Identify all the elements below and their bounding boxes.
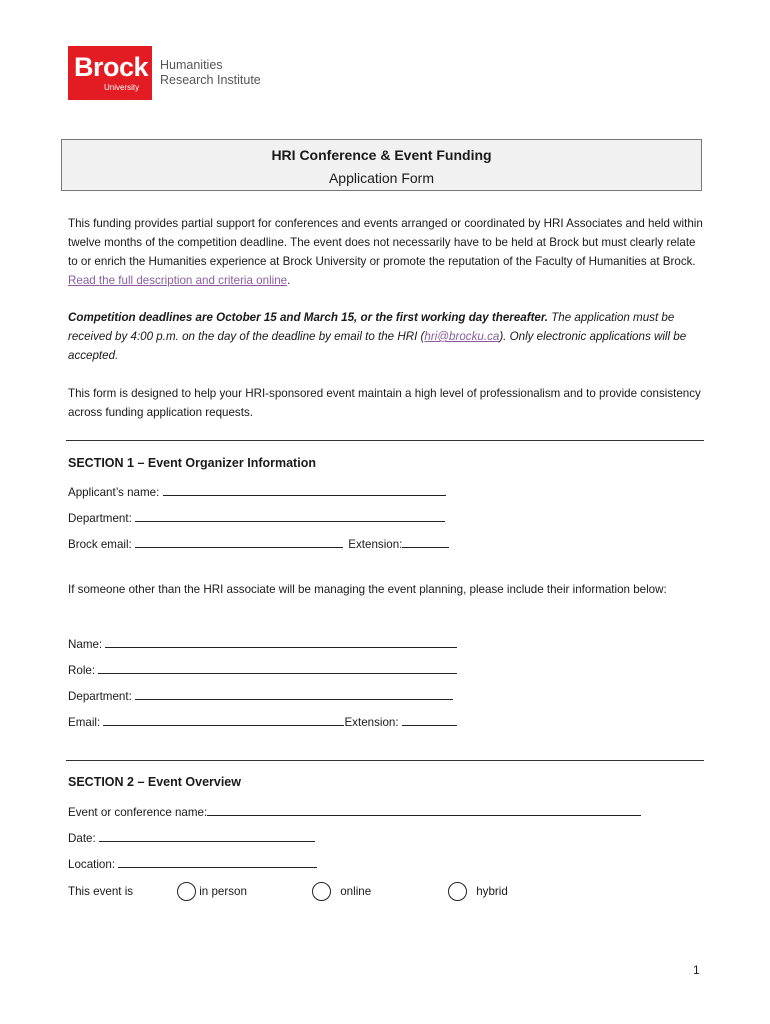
intro-paragraph (68, 214, 708, 290)
section-1-title: SECTION 1 – Event Organizer Information (68, 456, 316, 470)
other-name-field[interactable] (105, 636, 457, 648)
deadline-text-b: ). Only electronic applications will be accepted. (68, 330, 687, 362)
hri-email-link[interactable]: hri@brocku.ca (424, 330, 500, 343)
event-name-field[interactable] (207, 804, 641, 816)
institute-line-2: Research Institute (160, 73, 261, 87)
other-role-row (68, 662, 457, 679)
other-extension-label: Extension: (344, 716, 399, 729)
in-person-radio[interactable] (177, 882, 196, 901)
applicant-name-row (68, 484, 446, 501)
deadline-bold: Competition deadlines are October 15 and March 15, or the first working day thereafter. (68, 311, 548, 324)
online-label: online (340, 885, 372, 898)
form-title: HRI Conference & Event Funding (271, 147, 492, 163)
event-location-field[interactable] (118, 856, 317, 868)
institute-line-1: Humanities (160, 58, 223, 72)
event-location-label: Location: (68, 858, 116, 871)
extension-label: Extension: (348, 538, 403, 551)
department-field[interactable] (135, 510, 445, 522)
event-location-row (68, 856, 317, 873)
event-name-row (68, 804, 641, 821)
other-role-label: Role: (68, 664, 96, 677)
event-date-field[interactable] (99, 830, 315, 842)
other-email-row (68, 714, 457, 731)
event-format-label: This event is (68, 885, 134, 898)
intro-end: . (287, 274, 291, 287)
brock-logo-wordmark: Brock (74, 52, 149, 82)
event-date-row (68, 830, 315, 847)
brock-email-row (68, 536, 449, 553)
other-role-field[interactable] (98, 662, 457, 674)
hybrid-radio[interactable] (448, 882, 467, 901)
other-email-field[interactable] (103, 714, 344, 726)
deadline-paragraph (68, 308, 708, 365)
department-row (68, 510, 445, 527)
intro-text: This funding provides partial support for conferences and events arranged or coordinated by HRI Associates and held within twelve months of the competition deadline. The event does not necessarily have to be held at Brock but must clearly relate to or enrich the Humanities experience at Brock University or promote the reputation of the Faculty of Humanities at Brock. (68, 217, 703, 268)
form-subtitle: Application Form (328, 170, 435, 186)
option-online[interactable] (312, 880, 371, 904)
event-name-label: Event or conference name: (68, 806, 208, 819)
other-organizer-note: If someone other than the HRI associate will be managing the event planning, please include their information below: (68, 583, 667, 596)
other-department-label: Department: (68, 690, 132, 703)
option-in-person[interactable] (177, 880, 247, 904)
applicant-name-label: Applicant’s name: (68, 486, 160, 499)
event-date-label: Date: (68, 832, 96, 845)
section-2-title: SECTION 2 – Event Overview (68, 775, 241, 789)
other-extension-field[interactable] (402, 714, 457, 726)
department-label: Department: (68, 512, 132, 525)
other-department-row (68, 688, 453, 705)
in-person-label: in person (199, 885, 247, 898)
other-name-label: Name: (68, 638, 103, 651)
other-email-label: Email: (68, 716, 101, 729)
form-title-box (61, 139, 702, 191)
extension-field[interactable] (402, 536, 449, 548)
design-note: This form is designed to help your HRI-sponsored event maintain a high level of professionalism and to provide consistency across funding application requests. (68, 387, 701, 419)
brock-logo-university: University (104, 83, 140, 92)
other-name-row (68, 636, 457, 653)
applicant-name-field[interactable] (163, 484, 446, 496)
other-department-field[interactable] (135, 688, 453, 700)
online-radio[interactable] (312, 882, 331, 901)
option-hybrid[interactable] (448, 880, 508, 904)
brock-email-label: Brock email: (68, 538, 132, 551)
divider-2 (66, 760, 704, 761)
institute-name (160, 58, 261, 88)
page-number: 1 (693, 963, 700, 977)
hybrid-label: hybrid (476, 885, 508, 898)
deadline-text-a: The application must be received by 4:00 p.m. on the day of the deadline by email to the HRI ( (68, 311, 675, 343)
criteria-link[interactable]: Read the full description and criteria online (68, 274, 288, 287)
divider-1 (66, 440, 704, 441)
brock-email-field[interactable] (135, 536, 343, 548)
